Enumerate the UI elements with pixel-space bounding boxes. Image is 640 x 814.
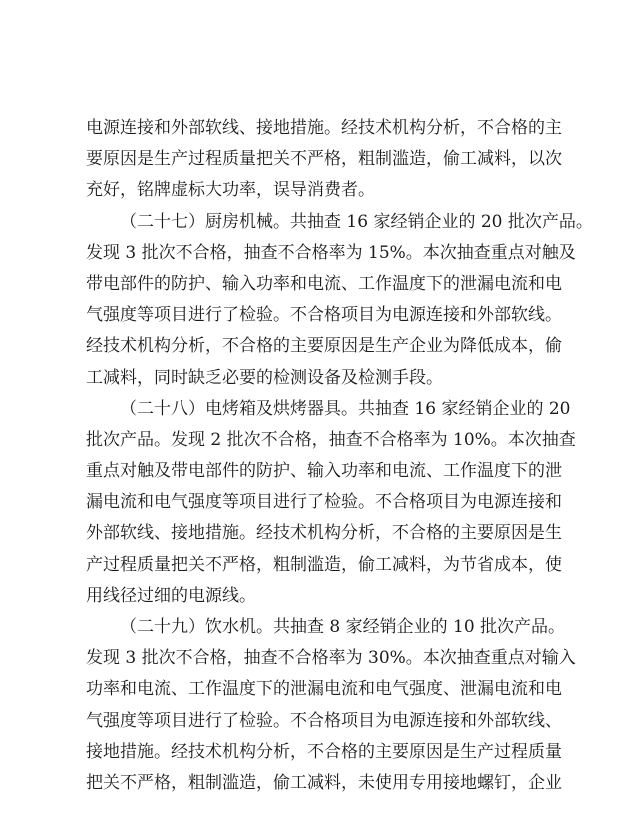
paragraph-continued xyxy=(86,113,562,207)
text-line: 发现 3 批次不合格，抽查不合格率为 30%。本次抽查重点对输入 xyxy=(86,648,576,669)
text-line: 功率和电流、工作温度下的泄漏电流和电气强度、泄漏电流和电 xyxy=(86,679,562,700)
text-line: 气强度等项目进行了检验。不合格项目为电源连接和外部软线。 xyxy=(86,305,562,326)
text-line: 带电部件的防护、输入功率和电流、工作温度下的泄漏电流和电 xyxy=(86,273,562,294)
text-line: （二十九）饮水机。共抽查 8 家经销企业的 10 批次产品。 xyxy=(120,617,566,637)
text-line: 经技术机构分析，不合格的主要原因是生产企业为降低成本，偷 xyxy=(86,336,562,357)
text-line: 接地措施。经技术机构分析，不合格的主要原因是生产过程质量 xyxy=(86,741,562,762)
text-line: 外部软线、接地措施。经技术机构分析，不合格的主要原因是生 xyxy=(86,523,562,544)
text-line: （二十七）厨房机械。共抽查 16 家经销企业的 20 批次产品。 xyxy=(120,211,593,232)
text-line: 发现 3 批次不合格，抽查不合格率为 15%。本次抽查重点对触及 xyxy=(86,242,576,263)
text-line: 批次产品。发现 2 批次不合格，抽查不合格率为 10%。本次抽查 xyxy=(86,429,576,450)
text-line: （二十八）电烤箱及烘烤器具。共抽查 16 家经销企业的 20 xyxy=(120,398,571,419)
text-line: 重点对触及带电部件的防护、输入功率和电流、工作温度下的泄 xyxy=(86,461,562,482)
text-line: 漏电流和电气强度等项目进行了检验。不合格项目为电源连接和 xyxy=(86,492,562,513)
text-line: 工减料，同时缺乏必要的检测设备及检测手段。 xyxy=(86,367,443,388)
paragraph-water-dispenser xyxy=(86,612,576,799)
text-line: 把关不严格，粗制滥造，偷工减料，未使用专用接地螺钉，企业 xyxy=(86,772,562,793)
text-line: 要原因是生产过程质量把关不严格，粗制滥造，偷工减料，以次 xyxy=(86,149,562,170)
text-line: 用线径过细的电源线。 xyxy=(86,585,256,606)
text-line: 充好，铭牌虚标大功率，误导消费者。 xyxy=(86,180,375,201)
paragraph-kitchen-machinery xyxy=(86,207,593,394)
text-line: 电源连接和外部软线、接地措施。经技术机构分析，不合格的主 xyxy=(86,118,562,138)
text-line: 气强度等项目进行了检验。不合格项目为电源连接和外部软线、 xyxy=(86,710,562,731)
paragraph-electric-oven xyxy=(86,394,576,612)
document-page xyxy=(86,113,593,799)
text-line: 产过程质量把关不严格，粗制滥造，偷工减料，为节省成本，使 xyxy=(86,554,562,575)
